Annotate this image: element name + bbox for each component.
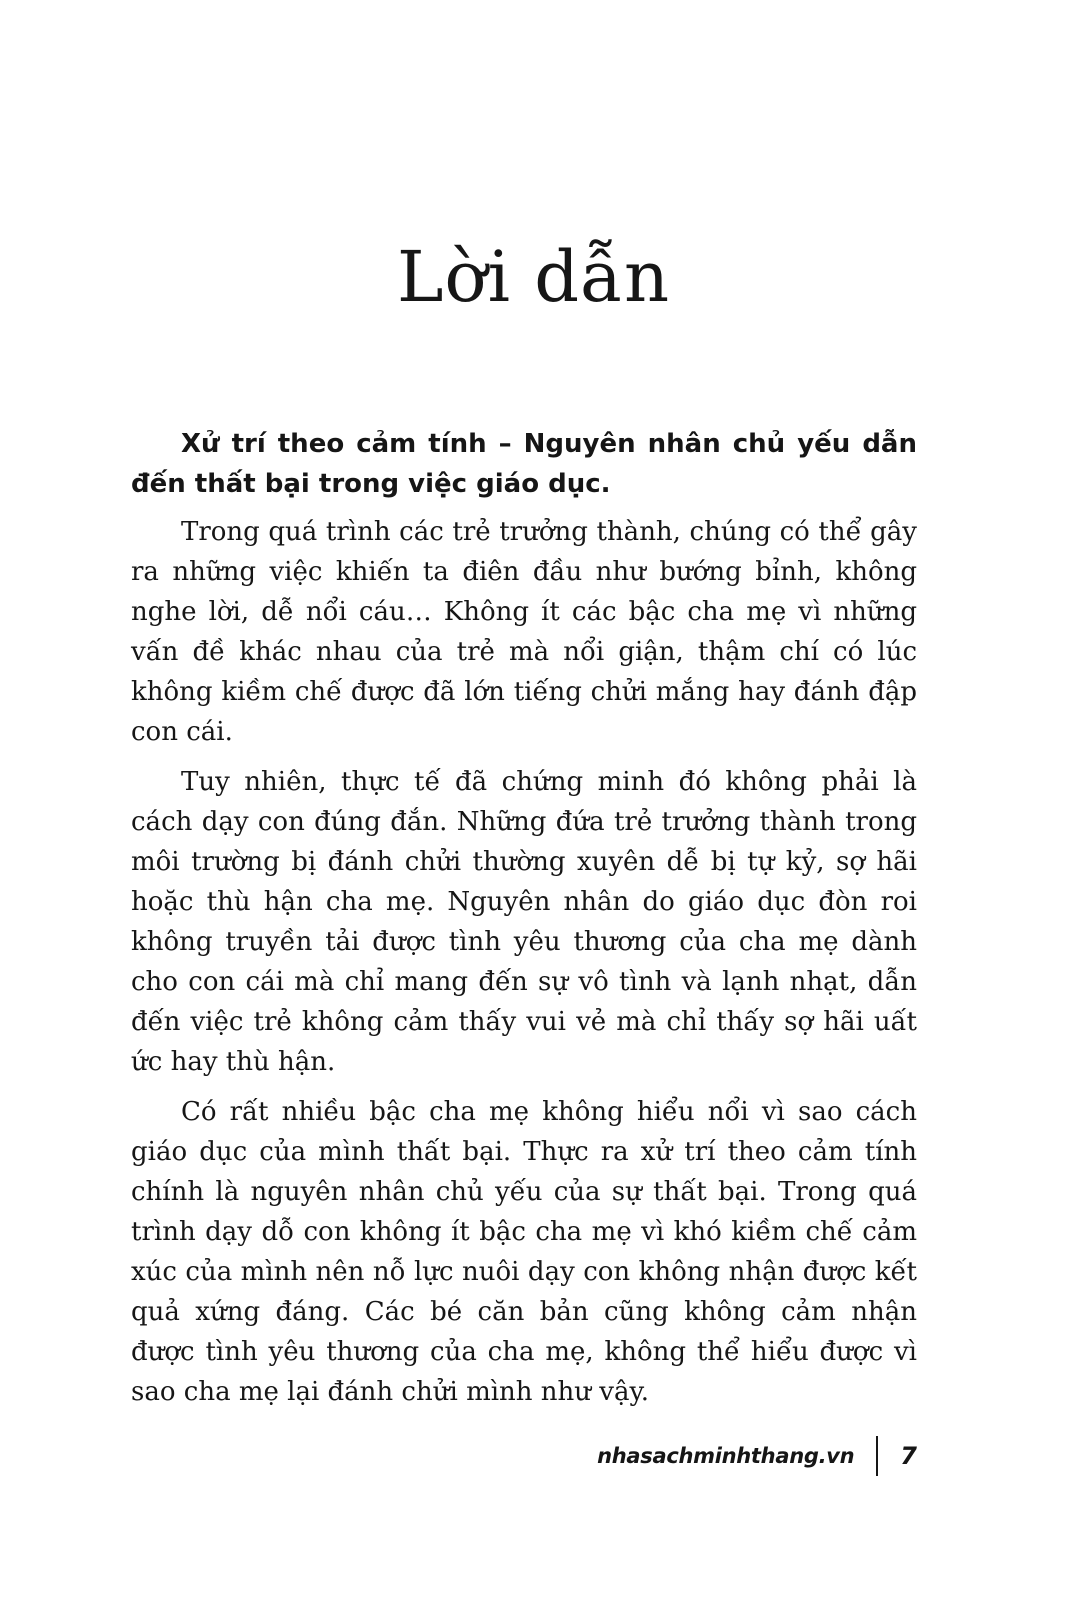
paragraph-2: Tuy nhiên, thực tế đã chứng minh đó không phải là cách dạy con đúng đắn. Những đứa trẻ trưởng thành trong môi trường bị đánh chửi thường xuyên dễ bị tự kỷ, sợ hãi hoặc thù hận cha mẹ. Nguyên nhân do giáo dục đòn roi không truyền tải được tình yêu thương của cha mẹ dành cho con cái mà chỉ mang đến sự vô tình và lạnh nhạt, dẫn đến việc trẻ không cảm thấy vui vẻ mà chỉ thấy sợ hãi uất ức hay thù hận.	[131, 767, 917, 1077]
paragraph-3: Có rất nhiều bậc cha mẹ không hiểu nổi vì sao cách giáo dục của mình thất bại. Thực ra xử trí theo cảm tính chính là nguyên nhân chủ yếu của sự thất bại. Trong quá trình dạy dỗ con không ít bậc cha mẹ vì khó kiềm chế cảm xúc của mình nên nỗ lực nuôi dạy con không nhận được kết quả xứng đáng. Các bé căn bản cũng không cảm nhận được tình yêu thương của cha mẹ, không thể hiểu được vì sao cha mẹ lại đánh chửi mình như vậy.	[131, 1097, 917, 1407]
chapter-title: Lời dẫn	[396, 236, 671, 318]
lead-heading: Xử trí theo cảm tính – Nguyên nhân chủ yếu dẫn đến thất bại trong việc giáo dục.	[131, 429, 917, 499]
page-footer	[597, 1436, 917, 1476]
footer-divider	[876, 1436, 878, 1476]
footer-website: nhasachminhthang.vn	[597, 1444, 855, 1468]
paragraph-1: Trong quá trình các trẻ trưởng thành, chúng có thể gây ra những việc khiến ta điên đầu như bướng bỉnh, không nghe lời, dễ nổi cáu… Không ít các bậc cha mẹ vì những vấn đề khác nhau của trẻ mà nổi giận, thậm chí có lúc không kiềm chế được đã lớn tiếng chửi mắng hay đánh đập con cái.	[131, 517, 917, 747]
body-text	[131, 424, 917, 1422]
page-number: 7	[900, 1442, 917, 1470]
